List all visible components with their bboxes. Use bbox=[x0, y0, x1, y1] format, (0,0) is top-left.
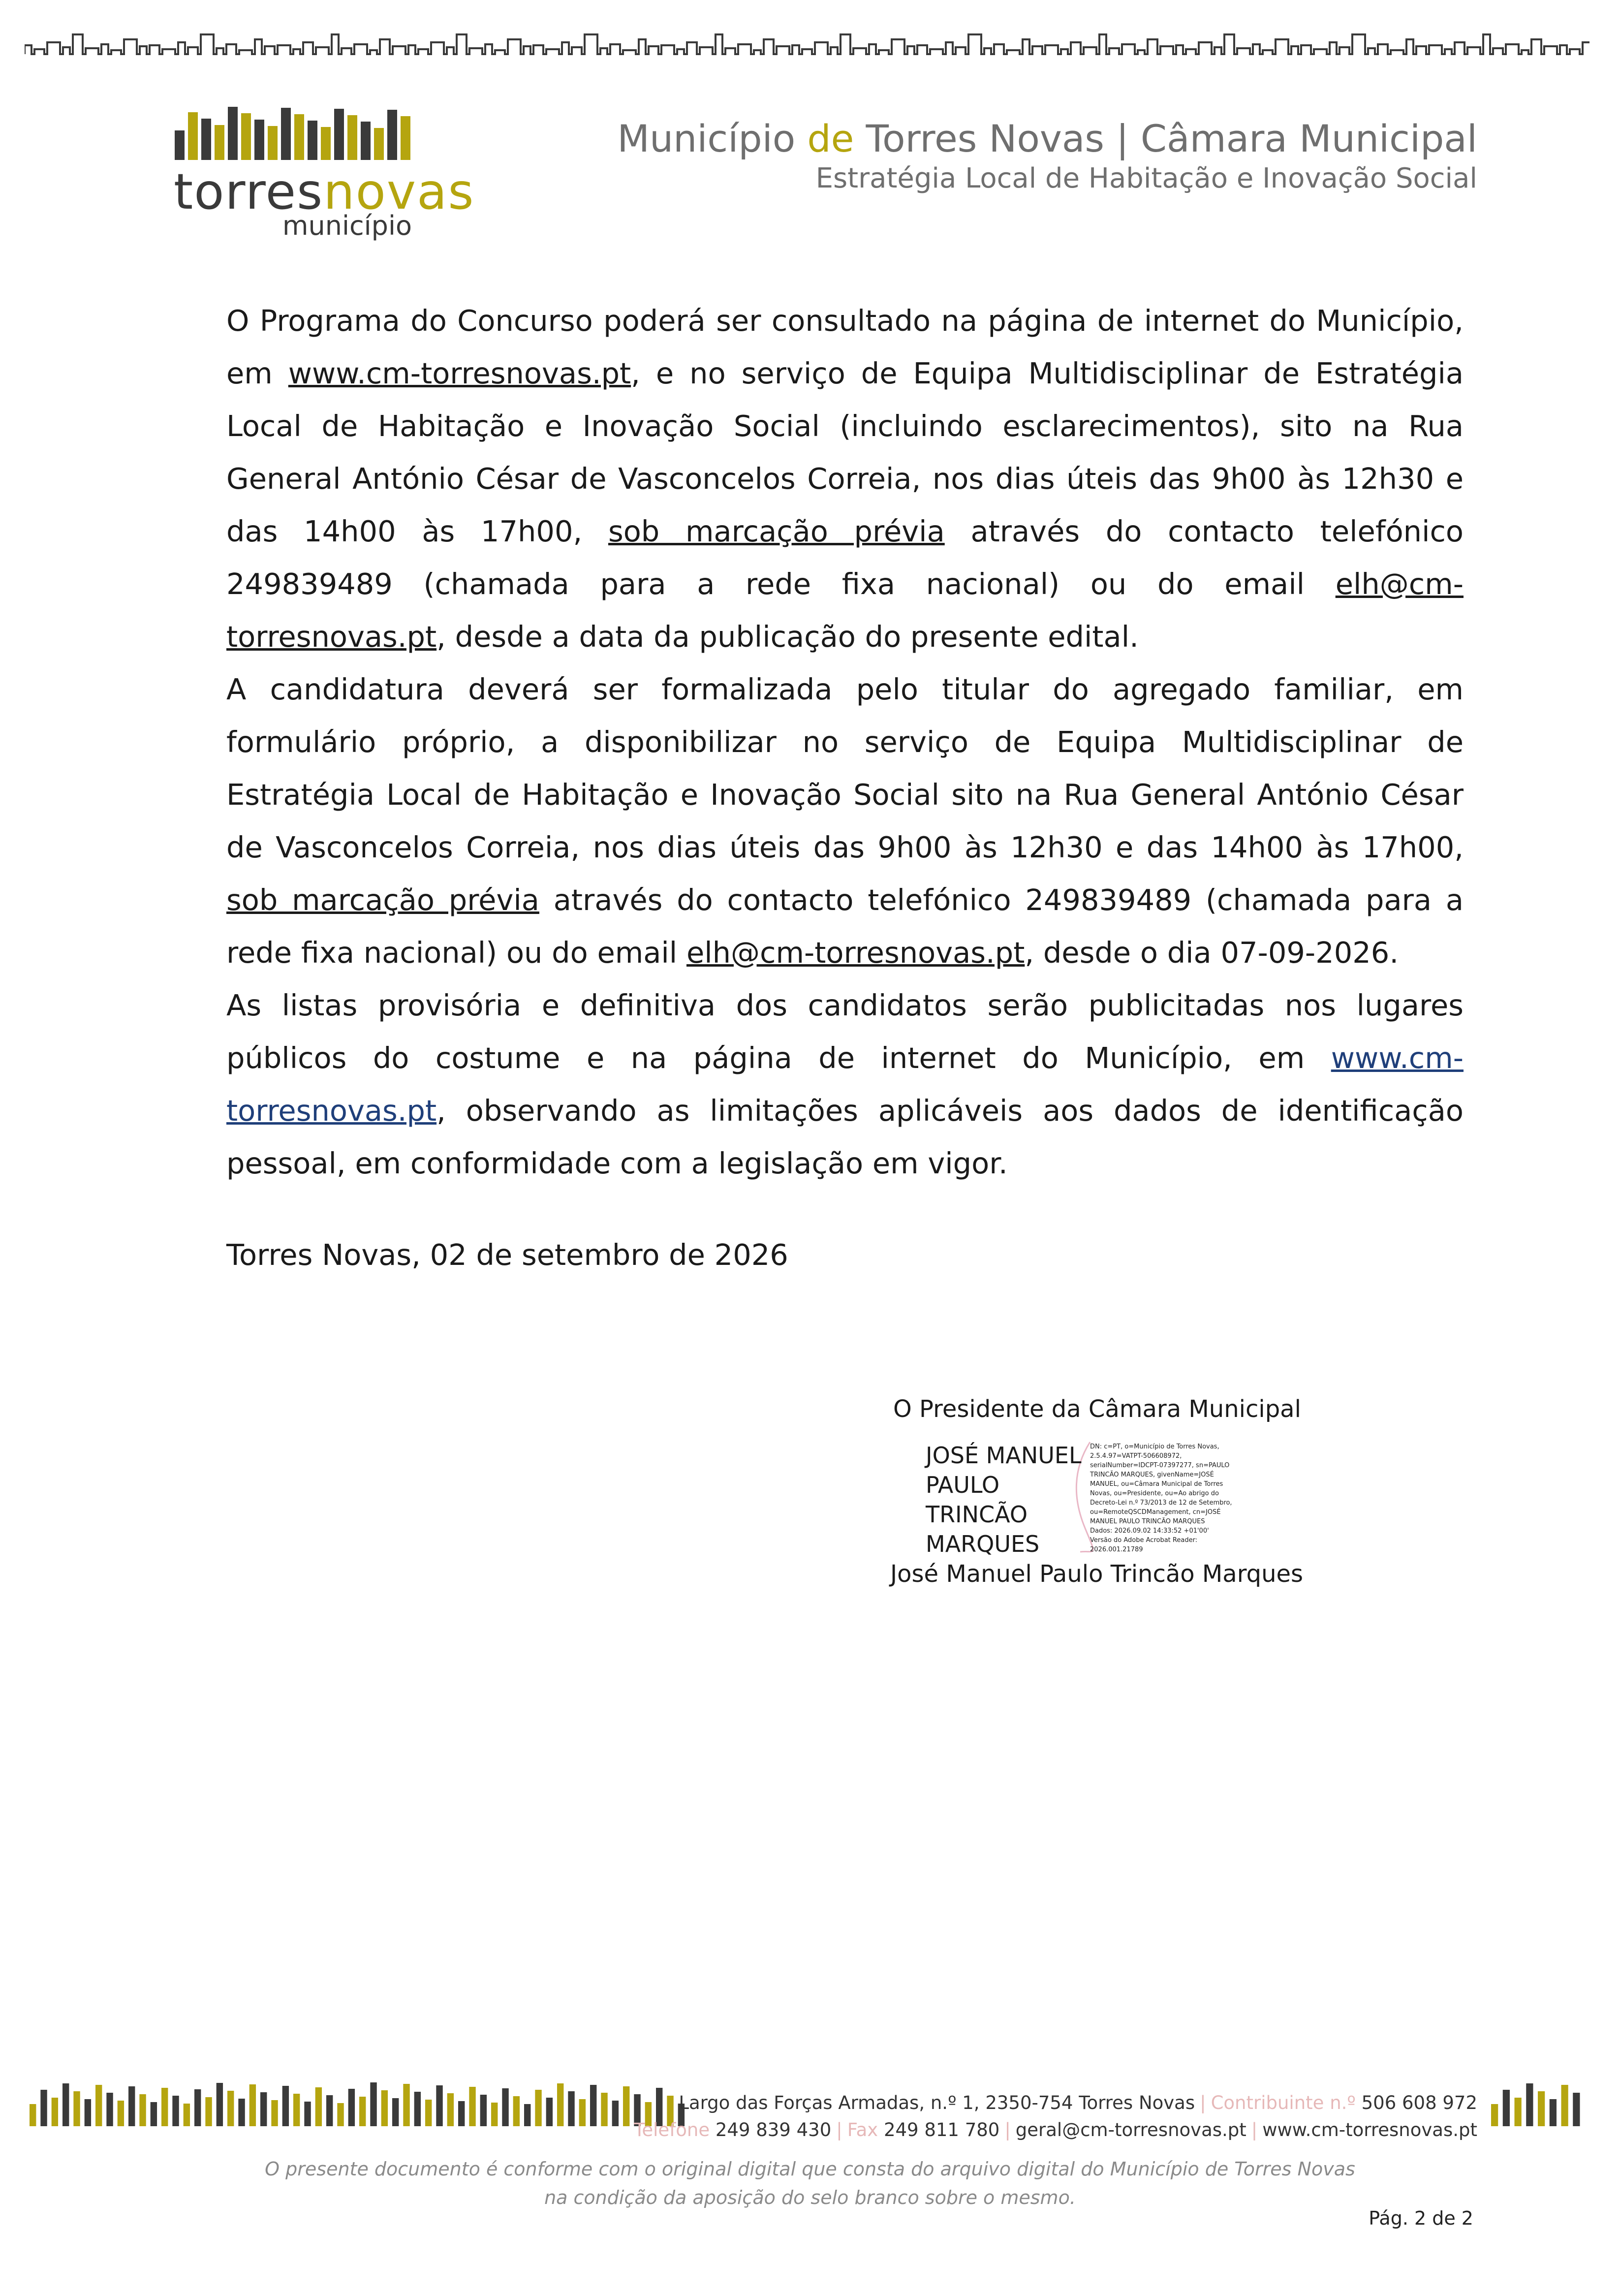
stamp-line: Novas, ou=Presidente, ou=Ao abrigo do bbox=[1090, 1490, 1219, 1497]
header-title bbox=[617, 117, 1477, 160]
text-span: , desde a data da publicação do presente edital. bbox=[436, 620, 1139, 654]
footer-tower-shape bbox=[227, 2091, 234, 2126]
footer-tower-shape bbox=[52, 2098, 58, 2126]
signer-line: PAULO bbox=[926, 1472, 1000, 1498]
footer-tower-shape bbox=[106, 2093, 113, 2126]
footer-tower-shape bbox=[1515, 2098, 1522, 2126]
appointment-emphasis: sob marcação prévia bbox=[226, 883, 539, 917]
footer-tower-shape bbox=[1503, 2090, 1510, 2126]
footer-tower-shape bbox=[403, 2084, 409, 2126]
footer-tower-shape bbox=[557, 2083, 563, 2126]
footer-tower-shape bbox=[95, 2085, 102, 2126]
footer-website-link[interactable]: www.cm-torresnovas.pt bbox=[1262, 2119, 1477, 2140]
logo-tower-shape bbox=[228, 107, 238, 160]
header-subtitle: Estratégia Local de Habitação e Inovação Social bbox=[815, 162, 1477, 195]
stamp-line: TRINCÃO MARQUES, givenName=JOSÉ bbox=[1090, 1471, 1214, 1478]
logo-tower-shape bbox=[268, 126, 278, 160]
logo-tower-shape bbox=[188, 112, 198, 160]
text-span: através do contacto telefónico 249839489 (chamada para a rede fixa nacional) ou do email bbox=[226, 883, 1464, 970]
place-date-line: Torres Novas, 02 de setembro de 2026 bbox=[226, 1238, 788, 1272]
footer-tower-shape bbox=[249, 2084, 256, 2126]
header-title-accent: de bbox=[807, 117, 854, 160]
signer-line: TRINCÃO bbox=[926, 1501, 1028, 1528]
stamp-line: ou=RemoteQSCDManagement, cn=JOSÉ bbox=[1090, 1509, 1221, 1516]
footer-tower-shape bbox=[1526, 2083, 1533, 2126]
footer-tower-shape bbox=[62, 2083, 69, 2126]
logo-tower-shape bbox=[241, 113, 251, 160]
logo-tower-shape bbox=[308, 121, 317, 160]
text-span: , e no serviço de Equipa Multidisciplinar de Estratégia Local de Habitação e Inovação Social (incluindo esclarecimentos), sito na Rua General António César de Vasconcelos Correia, nos dias úteis das 9h00 às 12h30 e das 14h00 às 17h00, bbox=[226, 356, 1464, 548]
signature-title: O Presidente da Câmara Municipal bbox=[893, 1395, 1301, 1423]
logo-tower-shape bbox=[387, 110, 397, 160]
footer-tower-shape bbox=[1491, 2104, 1498, 2126]
footer-tower-shape bbox=[304, 2102, 311, 2126]
footer-line-contacts bbox=[634, 2116, 1477, 2143]
footer-tower-shape bbox=[118, 2101, 124, 2126]
stamp-line: DN: c=PT, o=Município de Torres Novas, bbox=[1090, 1443, 1219, 1450]
stamp-line: MANUEL PAULO TRINCÃO MARQUES bbox=[1090, 1518, 1205, 1525]
footer-tower-shape bbox=[447, 2093, 454, 2126]
header-title-part1: Município bbox=[617, 117, 808, 160]
text-span: As listas provisória e definitiva dos candidatos serão publicitadas nos lugares públicos do costume e na página de internet do Município, em bbox=[226, 988, 1464, 1075]
footer-tower-shape bbox=[590, 2085, 596, 2126]
footer-tower-shape bbox=[436, 2085, 442, 2126]
footer-tower-shape bbox=[161, 2088, 168, 2126]
footer-tower-shape bbox=[513, 2096, 520, 2126]
footer-tower-shape bbox=[359, 2097, 366, 2126]
footer-tower-shape bbox=[282, 2086, 289, 2126]
footer-tower-shape bbox=[469, 2087, 475, 2126]
document-disclaimer bbox=[0, 2155, 1620, 2212]
footer-tower-shape bbox=[205, 2097, 212, 2126]
text-span: , desde o dia 07-09-2026. bbox=[1025, 936, 1399, 970]
footer-separator: | bbox=[836, 2119, 842, 2140]
footer-towers-decoration-right bbox=[1491, 2077, 1585, 2131]
logo-tower-shape bbox=[201, 119, 211, 160]
footer-tower-shape bbox=[128, 2086, 135, 2126]
signatory-full-name: José Manuel Paulo Trincão Marques bbox=[890, 1560, 1304, 1588]
footer-tower-shape bbox=[370, 2082, 376, 2126]
paragraph-lists bbox=[226, 979, 1464, 1190]
footer-tower-shape bbox=[172, 2096, 179, 2126]
footer-phone-label: Telefone bbox=[634, 2119, 710, 2140]
logo-tower-shape bbox=[321, 127, 331, 160]
footer-tower-shape bbox=[425, 2100, 432, 2126]
disclaimer-line: O presente documento é conforme com o original digital que consta do arquivo digital do Município de Torres Novas bbox=[265, 2158, 1355, 2180]
stamp-line: Versão do Adobe Acrobat Reader: bbox=[1090, 1537, 1198, 1544]
footer-tower-shape bbox=[491, 2103, 498, 2126]
logo-subtitle: município bbox=[282, 210, 412, 241]
logo-word-dark: torres bbox=[174, 163, 324, 220]
email-link[interactable]: elh@cm-torresnovas.pt bbox=[686, 936, 1025, 970]
decorative-border-top bbox=[25, 20, 1589, 74]
footer-fax: 249 811 780 bbox=[883, 2119, 1000, 2140]
footer-separator: | bbox=[1004, 2119, 1011, 2140]
footer-tower-shape bbox=[73, 2091, 80, 2126]
header-title-part2: Torres Novas | Câmara Municipal bbox=[854, 117, 1477, 160]
page-number: Pág. 2 de 2 bbox=[1369, 2207, 1473, 2229]
footer-tower-shape bbox=[40, 2090, 47, 2126]
footer-tower-shape bbox=[480, 2095, 487, 2126]
digital-signature-stamp bbox=[1090, 1442, 1243, 1554]
footer-separator: | bbox=[1200, 2092, 1206, 2113]
website-link[interactable]: www.cm-torresnovas.pt bbox=[288, 356, 631, 390]
footer-tower-shape bbox=[315, 2087, 322, 2126]
logo-tower-shape bbox=[347, 115, 357, 160]
footer-tower-shape bbox=[502, 2088, 508, 2126]
footer-tower-shape bbox=[392, 2098, 399, 2126]
footer-tower-shape bbox=[151, 2102, 157, 2126]
stamp-line: 2026.001.21789 bbox=[1090, 1546, 1143, 1553]
stamp-line: Decreto-Lei n.º 73/2013 de 12 de Setembro, bbox=[1090, 1499, 1232, 1507]
footer-tower-shape bbox=[546, 2098, 553, 2126]
signer-line: MARQUES bbox=[926, 1531, 1040, 1557]
appointment-emphasis: sob marcação prévia bbox=[608, 514, 945, 548]
footer-towers-decoration bbox=[30, 2077, 689, 2131]
footer-tower-shape bbox=[271, 2100, 278, 2126]
text-span: A candidatura deverá ser formalizada pelo titular do agregado familiar, em formulário próprio, a disponibilizar no serviço de Equipa Multidisciplinar de Estratégia Local de Habitação e Inovação Social sito na Rua General António César de Vasconcelos Correia, nos dias úteis das 9h00 às 12h30 e das 14h00 às 17h00, bbox=[226, 672, 1464, 864]
email-link[interactable]: elh@cm-torresnovas.pt bbox=[226, 567, 1464, 654]
footer-tower-shape bbox=[1538, 2091, 1545, 2126]
footer-tower-shape bbox=[184, 2104, 190, 2126]
footer-tower-shape bbox=[1573, 2093, 1580, 2126]
footer-tower-shape bbox=[568, 2091, 574, 2126]
document-header bbox=[617, 117, 1477, 195]
footer-tower-shape bbox=[623, 2086, 629, 2126]
footer-address: Largo das Forças Armadas, n.º 1, 2350-754 Torres Novas bbox=[679, 2092, 1195, 2113]
footer-tower-shape bbox=[579, 2099, 586, 2126]
footer-tower-shape bbox=[217, 2083, 223, 2126]
footer-email-link[interactable]: geral@cm-torresnovas.pt bbox=[1015, 2119, 1246, 2140]
footer-phone: 249 839 430 bbox=[715, 2119, 832, 2140]
logo-tower-shape bbox=[254, 120, 264, 160]
stamp-line: 2.5.4.97=VATPT-506608972, bbox=[1090, 1452, 1182, 1460]
logo-wordmark bbox=[174, 163, 475, 220]
document-body bbox=[226, 294, 1464, 1190]
municipality-logo bbox=[170, 98, 475, 241]
footer-line-address bbox=[634, 2089, 1477, 2116]
footer-fax-label: Fax bbox=[847, 2119, 878, 2140]
footer-tower-shape bbox=[337, 2103, 343, 2126]
logo-word-accent: novas bbox=[323, 163, 475, 220]
logo-tower-shape bbox=[361, 122, 371, 160]
signer-line: JOSÉ MANUEL bbox=[926, 1442, 1082, 1469]
stamp-line: serialNumber=IDCPT-07397277, sn=PAULO bbox=[1090, 1462, 1230, 1469]
text-span: , observando as limitações aplicáveis aos dados de identificação pessoal, em conformidade com a legislação em vigor. bbox=[226, 1094, 1464, 1180]
footer-tower-shape bbox=[1561, 2085, 1568, 2126]
footer-tower-shape bbox=[85, 2099, 91, 2126]
text-span: através do contacto telefónico 249839489 (chamada para a rede fixa nacional) ou do email bbox=[226, 514, 1464, 601]
disclaimer-line: na condição da aposição do selo branco sobre o mesmo. bbox=[544, 2187, 1076, 2208]
logo-tower-shape bbox=[294, 114, 304, 160]
footer-tower-shape bbox=[601, 2093, 607, 2126]
footer-tower-shape bbox=[194, 2089, 201, 2126]
footer-tower-shape bbox=[1550, 2099, 1557, 2126]
digital-signer-name bbox=[926, 1441, 1082, 1559]
footer-tower-shape bbox=[612, 2101, 619, 2126]
logo-tower-shape bbox=[401, 116, 410, 160]
paragraph-application bbox=[226, 663, 1464, 979]
stamp-line: MANUEL, ou=Câmara Municipal de Torres bbox=[1090, 1480, 1223, 1488]
logo-tower-shape bbox=[374, 128, 384, 160]
footer-contact-info bbox=[634, 2089, 1477, 2143]
logo-tower-shape bbox=[175, 130, 185, 160]
website-link[interactable]: www.cm-torresnovas.pt bbox=[226, 1041, 1464, 1128]
footer-tower-shape bbox=[524, 2104, 530, 2126]
signature-block bbox=[890, 1395, 1304, 1602]
footer-tower-shape bbox=[30, 2104, 36, 2126]
footer-tower-shape bbox=[458, 2101, 465, 2126]
footer-tower-shape bbox=[535, 2090, 541, 2126]
footer-tower-shape bbox=[238, 2099, 245, 2126]
footer-tower-shape bbox=[348, 2089, 355, 2126]
logo-tower-shape bbox=[215, 125, 224, 160]
footer-separator: | bbox=[1251, 2119, 1258, 2140]
stamp-line: Dados: 2026.09.02 14:33:52 +01'00' bbox=[1090, 1527, 1209, 1535]
footer-tower-shape bbox=[381, 2090, 388, 2126]
text-span: O Programa do Concurso poderá ser consultado na página de internet do Município, em bbox=[226, 304, 1464, 390]
logo-tower-shape bbox=[334, 109, 344, 160]
logo-towers-icon bbox=[175, 98, 421, 162]
paragraph-program bbox=[226, 294, 1464, 663]
footer-tower-shape bbox=[414, 2092, 421, 2126]
footer-tower-shape bbox=[293, 2094, 300, 2126]
footer-tower-shape bbox=[326, 2095, 333, 2126]
footer-tower-shape bbox=[260, 2092, 267, 2126]
footer-nif-label: Contribuinte n.º bbox=[1211, 2092, 1356, 2113]
logo-tower-shape bbox=[281, 108, 291, 160]
footer-tower-shape bbox=[139, 2094, 146, 2126]
footer-nif: 506 608 972 bbox=[1361, 2092, 1477, 2113]
